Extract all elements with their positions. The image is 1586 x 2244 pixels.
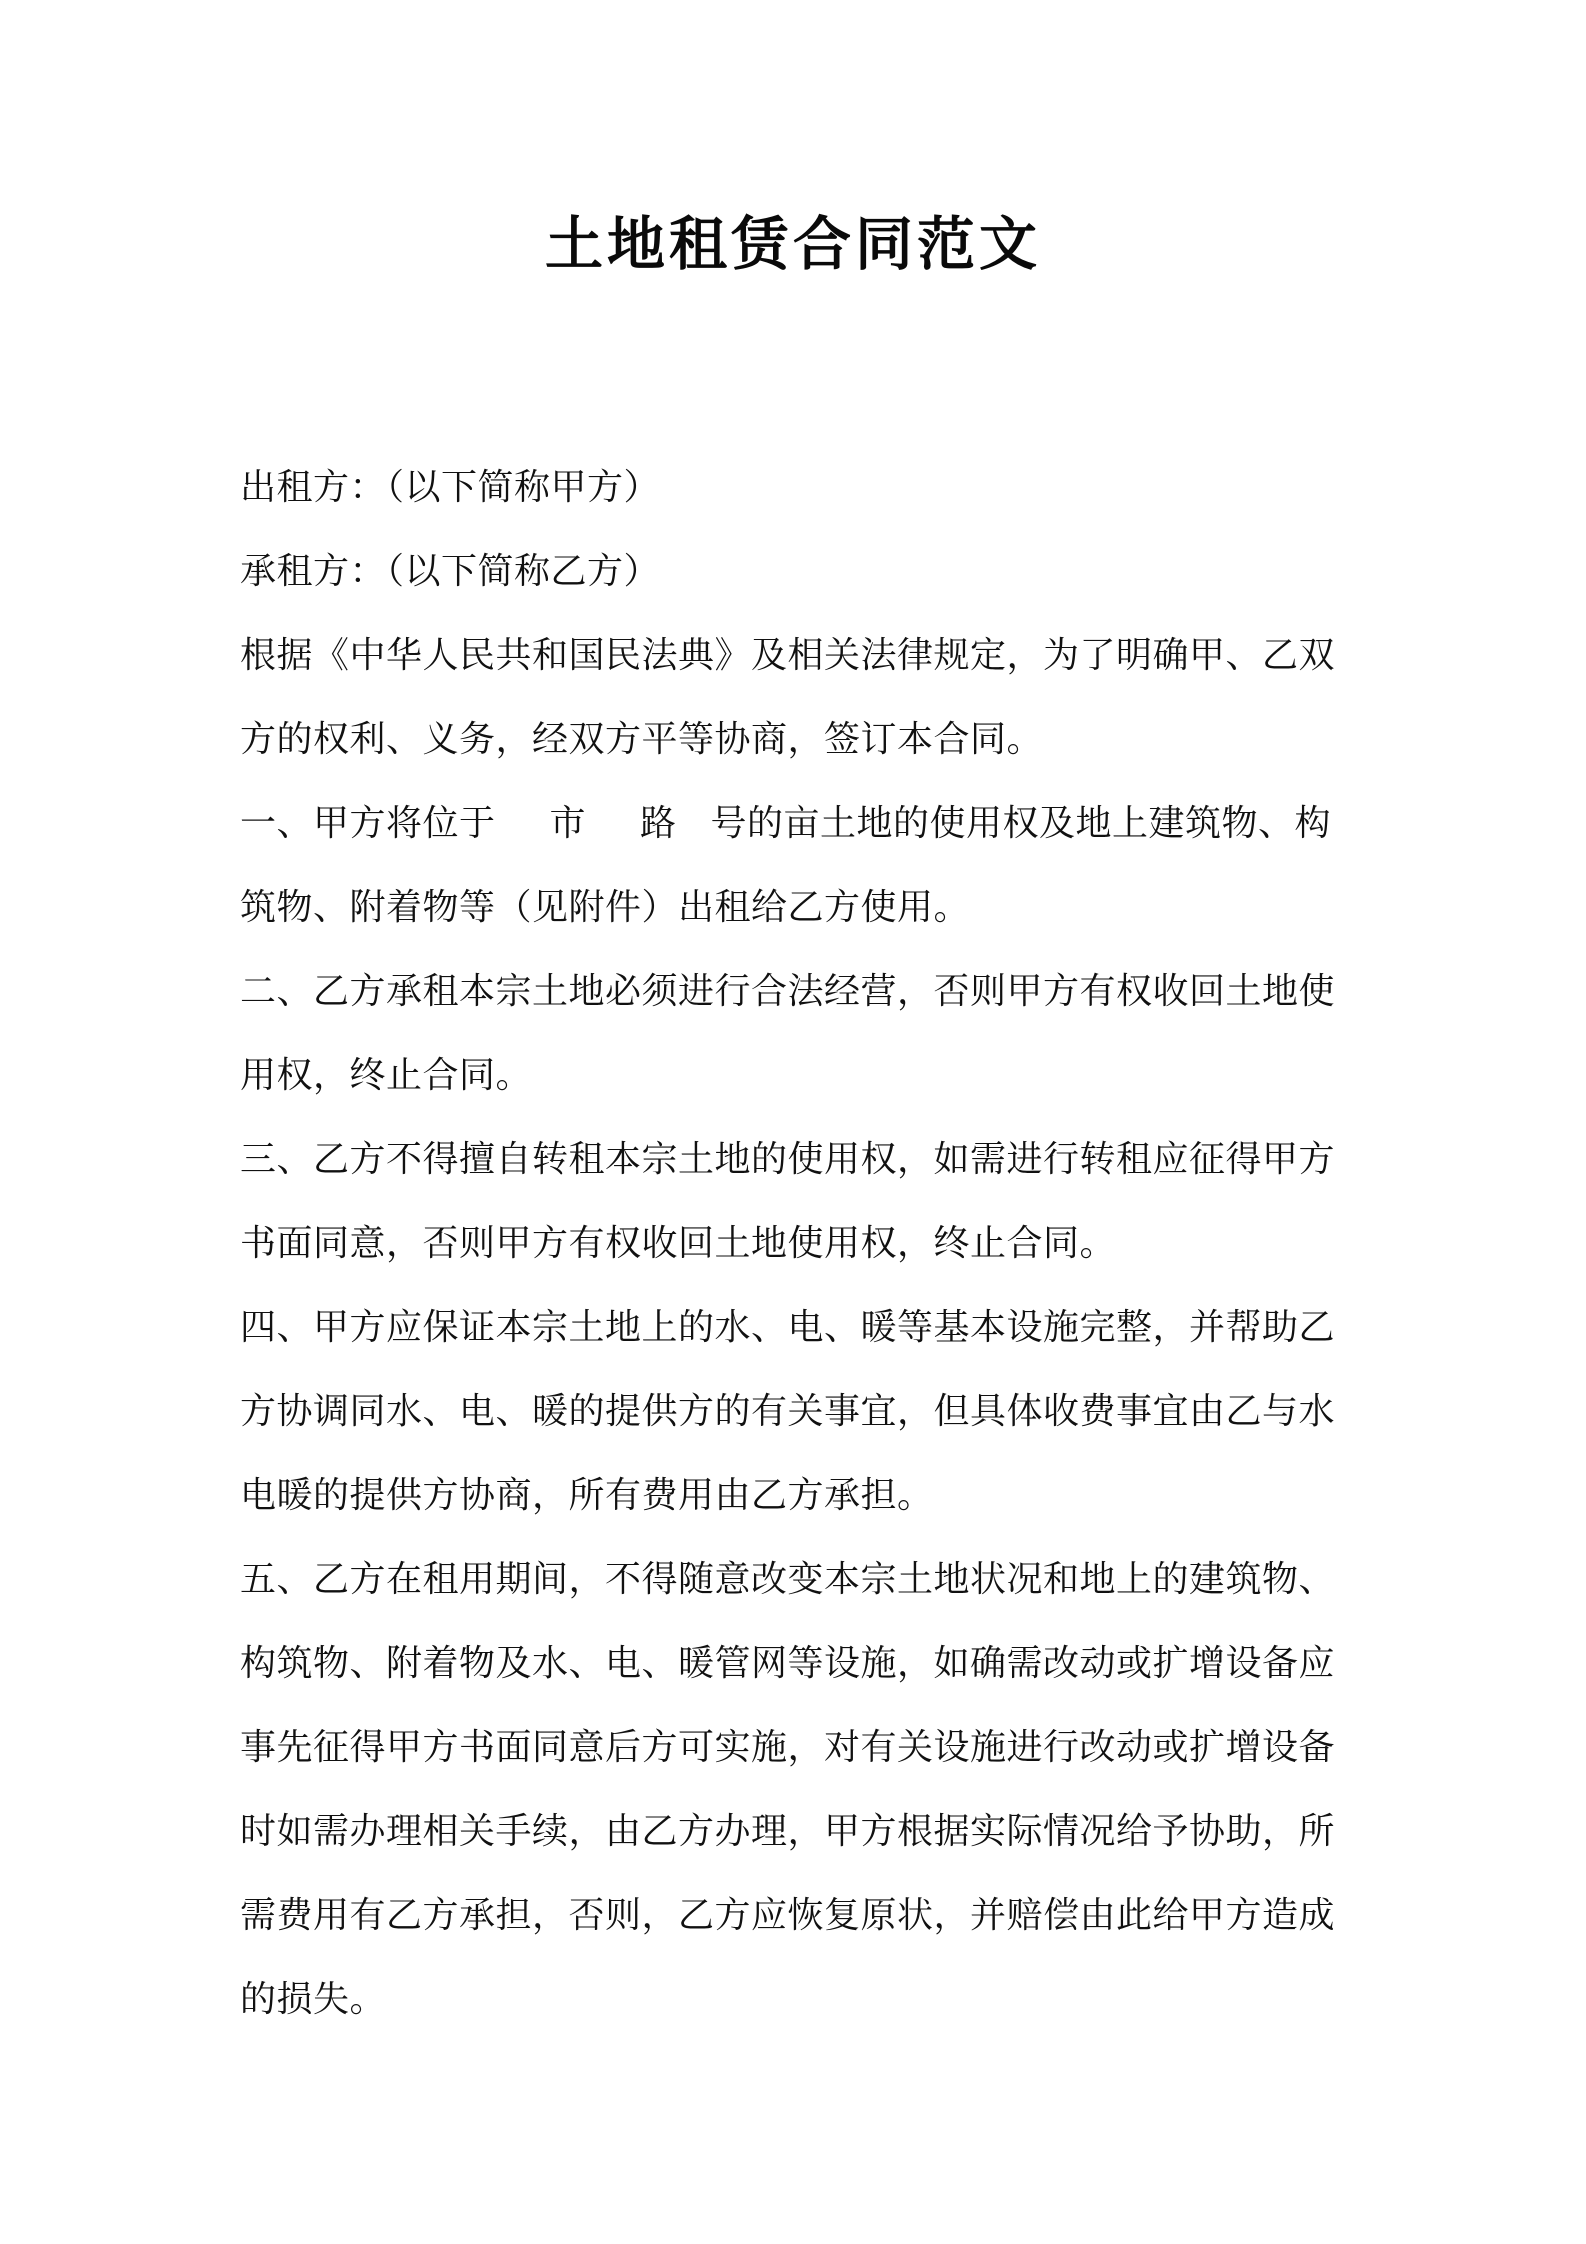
- clause-5-line: 时如需办理相关手续，由乙方办理，甲方根据实际情况给予协助，所: [240, 1811, 1336, 1852]
- clause-1-text: 一、甲方将位于: [240, 803, 496, 844]
- clause-4-line: 方协调同水、电、暖的提供方的有关事宜，但具体收费事宜由乙与水: [240, 1391, 1336, 1432]
- city-label: 市: [549, 803, 587, 844]
- clause-1-line: [240, 782, 1352, 866]
- document-body: [240, 446, 1352, 2042]
- clause-1-text: 号的亩土地的使用权及地上建筑物、构: [710, 803, 1332, 844]
- clause-5-line: 事先征得甲方书面同意后方可实施，对有关设施进行改动或扩增设备: [240, 1727, 1336, 1768]
- clause-3-line: 书面同意，否则甲方有权收回土地使用权，终止合同。: [240, 1223, 1117, 1264]
- clause-4-line: 四、甲方应保证本宗土地上的水、电、暖等基本设施完整，并帮助乙: [240, 1307, 1336, 1348]
- clause-5-line: 的损失。: [240, 1979, 387, 2020]
- preamble-line: 根据《中华人民共和国民法典》及相关法律规定，为了明确甲、乙双: [240, 635, 1336, 676]
- clause-1-line: 筑物、附着物等（见附件）出租给乙方使用。: [240, 887, 971, 928]
- clause-5-line: 需费用有乙方承担，否则，乙方应恢复原状，并赔偿由此给甲方造成: [240, 1895, 1336, 1936]
- clause-2-line: 用权，终止合同。: [240, 1055, 533, 1096]
- clause-5-line: 五、乙方在租用期间，不得随意改变本宗土地状况和地上的建筑物、: [240, 1559, 1336, 1600]
- road-label: 路: [640, 803, 677, 844]
- preamble-line: 方的权利、义务，经双方平等协商，签订本合同。: [240, 719, 1044, 760]
- clause-4-line: 电暖的提供方协商，所有费用由乙方承担。: [240, 1475, 934, 1516]
- document-title: 土地租赁合同范文: [544, 210, 1041, 278]
- clause-5-line: 构筑物、附着物及水、电、暖管网等设施，如确需改动或扩增设备应: [240, 1643, 1336, 1684]
- clause-3-line: 三、乙方不得擅自转租本宗土地的使用权，如需进行转租应征得甲方: [240, 1139, 1336, 1180]
- clause-2-line: 二、乙方承租本宗土地必须进行合法经营，否则甲方有权收回土地使: [240, 971, 1336, 1012]
- lessee-line: 承租方：（以下简称乙方）: [240, 551, 661, 592]
- lessor-line: 出租方：（以下简称甲方）: [240, 467, 661, 508]
